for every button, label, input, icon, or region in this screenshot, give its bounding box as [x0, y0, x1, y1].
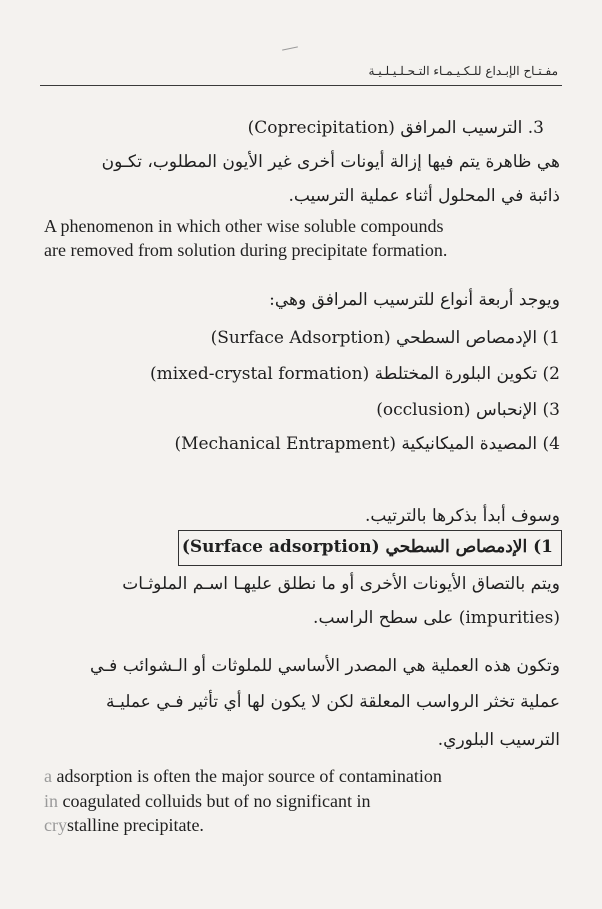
type-item-2: 2) تكوين البلورة المختلطة (mixed-crystal formation) — [150, 364, 560, 384]
faded-lead: in — [44, 791, 59, 811]
subsection-1-p2-line-2: عملية تخثر الرواسب المعلقة لكن لا يكون لها أي تأثير فـي عمليـة — [106, 692, 560, 712]
section-3-en-line-1: A phenomenon in which other wise soluble compounds — [44, 216, 444, 236]
en-text: coagulated colluids but of no significant in — [58, 791, 371, 811]
pen-mark — [282, 46, 298, 50]
subsection-1-p2-line-1: وتكون هذه العملية هي المصدر الأساسي للملوثات أو الـشوائب فـي — [90, 656, 560, 676]
section-3-ar-line-1: هي ظاهرة يتم فيها إزالة أيونات أخرى غير الأيون المطلوب، تكـون — [101, 152, 560, 172]
en-text: stalline precipitate. — [66, 815, 204, 835]
type-item-1: 1) الإدمصاص السطحي (Surface Adsorption) — [210, 328, 560, 348]
en-text: adsorption is often the major source of contamination — [52, 766, 442, 786]
type-item-3: 3) الإنحباس (occlusion) — [376, 400, 560, 420]
subsection-1-en-line-3 — [44, 815, 204, 836]
header-rule — [40, 85, 562, 86]
running-header: مفـتـاح الإبـداع للـكـيـمـاء التـحـلـيـلـيـة — [368, 64, 558, 78]
subsection-1-title-box: 1) الإدمصاص السطحي (Surface adsorption) — [178, 530, 562, 566]
order-note: وسوف أبدأ بذكرها بالترتيب. — [364, 506, 560, 526]
types-intro: ويوجد أربعة أنواع للترسيب المرافق وهي: — [269, 290, 560, 310]
subsection-1-p2-line-3: الترسيب البلوري. — [437, 730, 560, 750]
subsection-1-en-line-1 — [44, 766, 442, 787]
type-item-4: 4) المصيدة الميكانيكية (Mechanical Entrapment) — [174, 434, 560, 454]
section-3-ar-line-2: ذائبة في المحلول أثناء عملية الترسيب. — [288, 186, 560, 206]
subsection-1-p1-line-1: ويتم بالتصاق الأيونات الأخرى أو ما نطلق عليهـا اسـم الملوثـات — [122, 574, 560, 594]
section-3-heading: 3. الترسيب المرافق (Coprecipitation) — [247, 118, 544, 138]
faded-lead: a — [44, 766, 52, 786]
section-3-en-line-2: are removed from solution during precipitate formation. — [44, 240, 448, 260]
subsection-1-en-line-2 — [44, 791, 370, 812]
faded-lead: cry — [44, 815, 67, 835]
subsection-1-p1-line-2: (impurities) على سطح الراسب. — [313, 608, 560, 628]
